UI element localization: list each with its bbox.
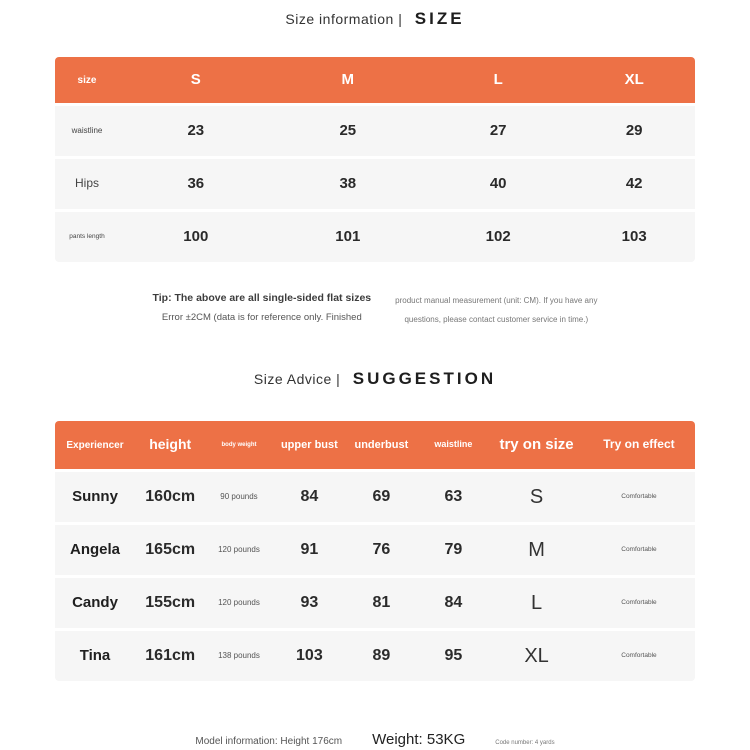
row-label: waistline <box>71 125 103 135</box>
cell-waistline: 79 <box>444 541 463 559</box>
size-title-emphasis: SIZE <box>414 9 465 28</box>
header-cell-size: size <box>77 74 97 86</box>
size-table <box>55 57 695 262</box>
size-title-label: Size information | <box>285 11 403 27</box>
cell-value: 40 <box>489 174 507 192</box>
cell-body-weight: 90 pounds <box>220 491 258 501</box>
tip-line: Tip: The above are all single-sided flat sizes <box>152 292 372 304</box>
header-cell-waistline: waistline <box>434 439 473 450</box>
header-cell-xl: XL <box>624 70 644 88</box>
header-cell-s: S <box>190 70 201 88</box>
row-label: Hips <box>74 176 99 191</box>
advice-row-tina <box>55 631 695 681</box>
cell-upper-bust: 91 <box>300 541 319 559</box>
cell-value: 101 <box>335 227 361 245</box>
tip-line: questions, please contact customer service in time.) <box>404 315 589 324</box>
advice-title-label: Size Advice | <box>253 371 341 387</box>
cell-underbust: 76 <box>372 541 391 559</box>
cell-value: 42 <box>625 174 643 192</box>
cell-height: 165cm <box>145 541 196 559</box>
header-cell-underbust: underbust <box>354 438 409 451</box>
experiencer-name: Angela <box>69 540 120 558</box>
cell-value: 29 <box>625 121 643 139</box>
tip-left-column <box>153 288 372 328</box>
cell-value: 103 <box>621 227 647 245</box>
header-cell-m: M <box>341 70 355 88</box>
experiencer-name: Tina <box>79 646 111 664</box>
cell-upper-bust: 103 <box>296 647 323 665</box>
cell-try-on-size: L <box>530 592 543 614</box>
cell-try-on-effect: Comfortable <box>621 652 657 660</box>
header-cell-upper-bust: upper bust <box>280 438 338 451</box>
cell-body-weight: 120 pounds <box>218 597 260 607</box>
cell-value: 27 <box>489 121 507 139</box>
cell-body-weight: 120 pounds <box>218 544 260 554</box>
row-label: pants length <box>69 233 105 241</box>
cell-try-on-size: M <box>528 539 545 561</box>
advice-table-header <box>55 421 695 469</box>
advice-row-angela <box>55 525 695 575</box>
cell-height: 160cm <box>145 488 196 506</box>
advice-row-candy <box>55 578 695 628</box>
model-code-text: Code number: 4 yards <box>495 740 555 746</box>
tip-line: product manual measurement (unit: CM). If you have any <box>395 296 598 305</box>
model-info-bar <box>55 731 695 748</box>
cell-upper-bust: 84 <box>300 488 319 506</box>
cell-value: 23 <box>187 121 205 139</box>
size-table-header <box>55 57 695 103</box>
cell-try-on-effect: Comfortable <box>621 599 657 607</box>
experiencer-name: Candy <box>72 593 118 611</box>
cell-height: 155cm <box>145 594 196 612</box>
content-column <box>55 0 695 748</box>
header-cell-try-on-size: try on size <box>499 435 574 453</box>
cell-underbust: 89 <box>372 647 391 665</box>
cell-upper-bust: 93 <box>300 594 319 612</box>
header-cell-body-weight: body weight <box>221 441 257 448</box>
cell-underbust: 81 <box>372 594 391 612</box>
advice-row-sunny <box>55 472 695 522</box>
advice-section-title <box>55 369 695 397</box>
cell-underbust: 69 <box>372 488 391 506</box>
tip-line: Error ±2CM (data is for reference only. Finished <box>161 312 362 323</box>
cell-value: 25 <box>339 121 357 139</box>
cell-try-on-effect: Comfortable <box>621 546 657 554</box>
header-cell-height: height <box>149 436 192 453</box>
cell-try-on-size: S <box>529 486 544 508</box>
cell-value: 100 <box>183 227 209 245</box>
header-cell-try-on-effect: Try on effect <box>603 437 675 452</box>
measurement-tip <box>55 288 695 329</box>
model-height-text: Model information: Height 176cm <box>195 736 343 747</box>
tip-right-column <box>395 288 597 329</box>
cell-waistline: 63 <box>444 488 463 506</box>
cell-try-on-effect: Comfortable <box>621 493 657 501</box>
table-row-pants-length <box>55 212 695 262</box>
cell-value: 38 <box>339 174 357 192</box>
cell-value: 36 <box>187 174 205 192</box>
cell-value: 102 <box>485 227 511 245</box>
experiencer-name: Sunny <box>72 487 118 505</box>
advice-title-emphasis: SUGGESTION <box>352 369 497 388</box>
table-row-hips <box>55 159 695 209</box>
size-section-title <box>55 0 695 36</box>
table-row-waistline <box>55 106 695 156</box>
header-cell-l: L <box>493 70 503 88</box>
cell-height: 161cm <box>145 647 196 665</box>
cell-waistline: 84 <box>444 594 463 612</box>
advice-table <box>55 421 695 681</box>
cell-body-weight: 138 pounds <box>218 650 260 660</box>
model-weight-text: Weight: 53KG <box>372 731 466 748</box>
cell-waistline: 95 <box>444 647 463 665</box>
cell-try-on-size: XL <box>524 645 549 667</box>
header-cell-experiencer: Experiencer <box>66 439 124 451</box>
